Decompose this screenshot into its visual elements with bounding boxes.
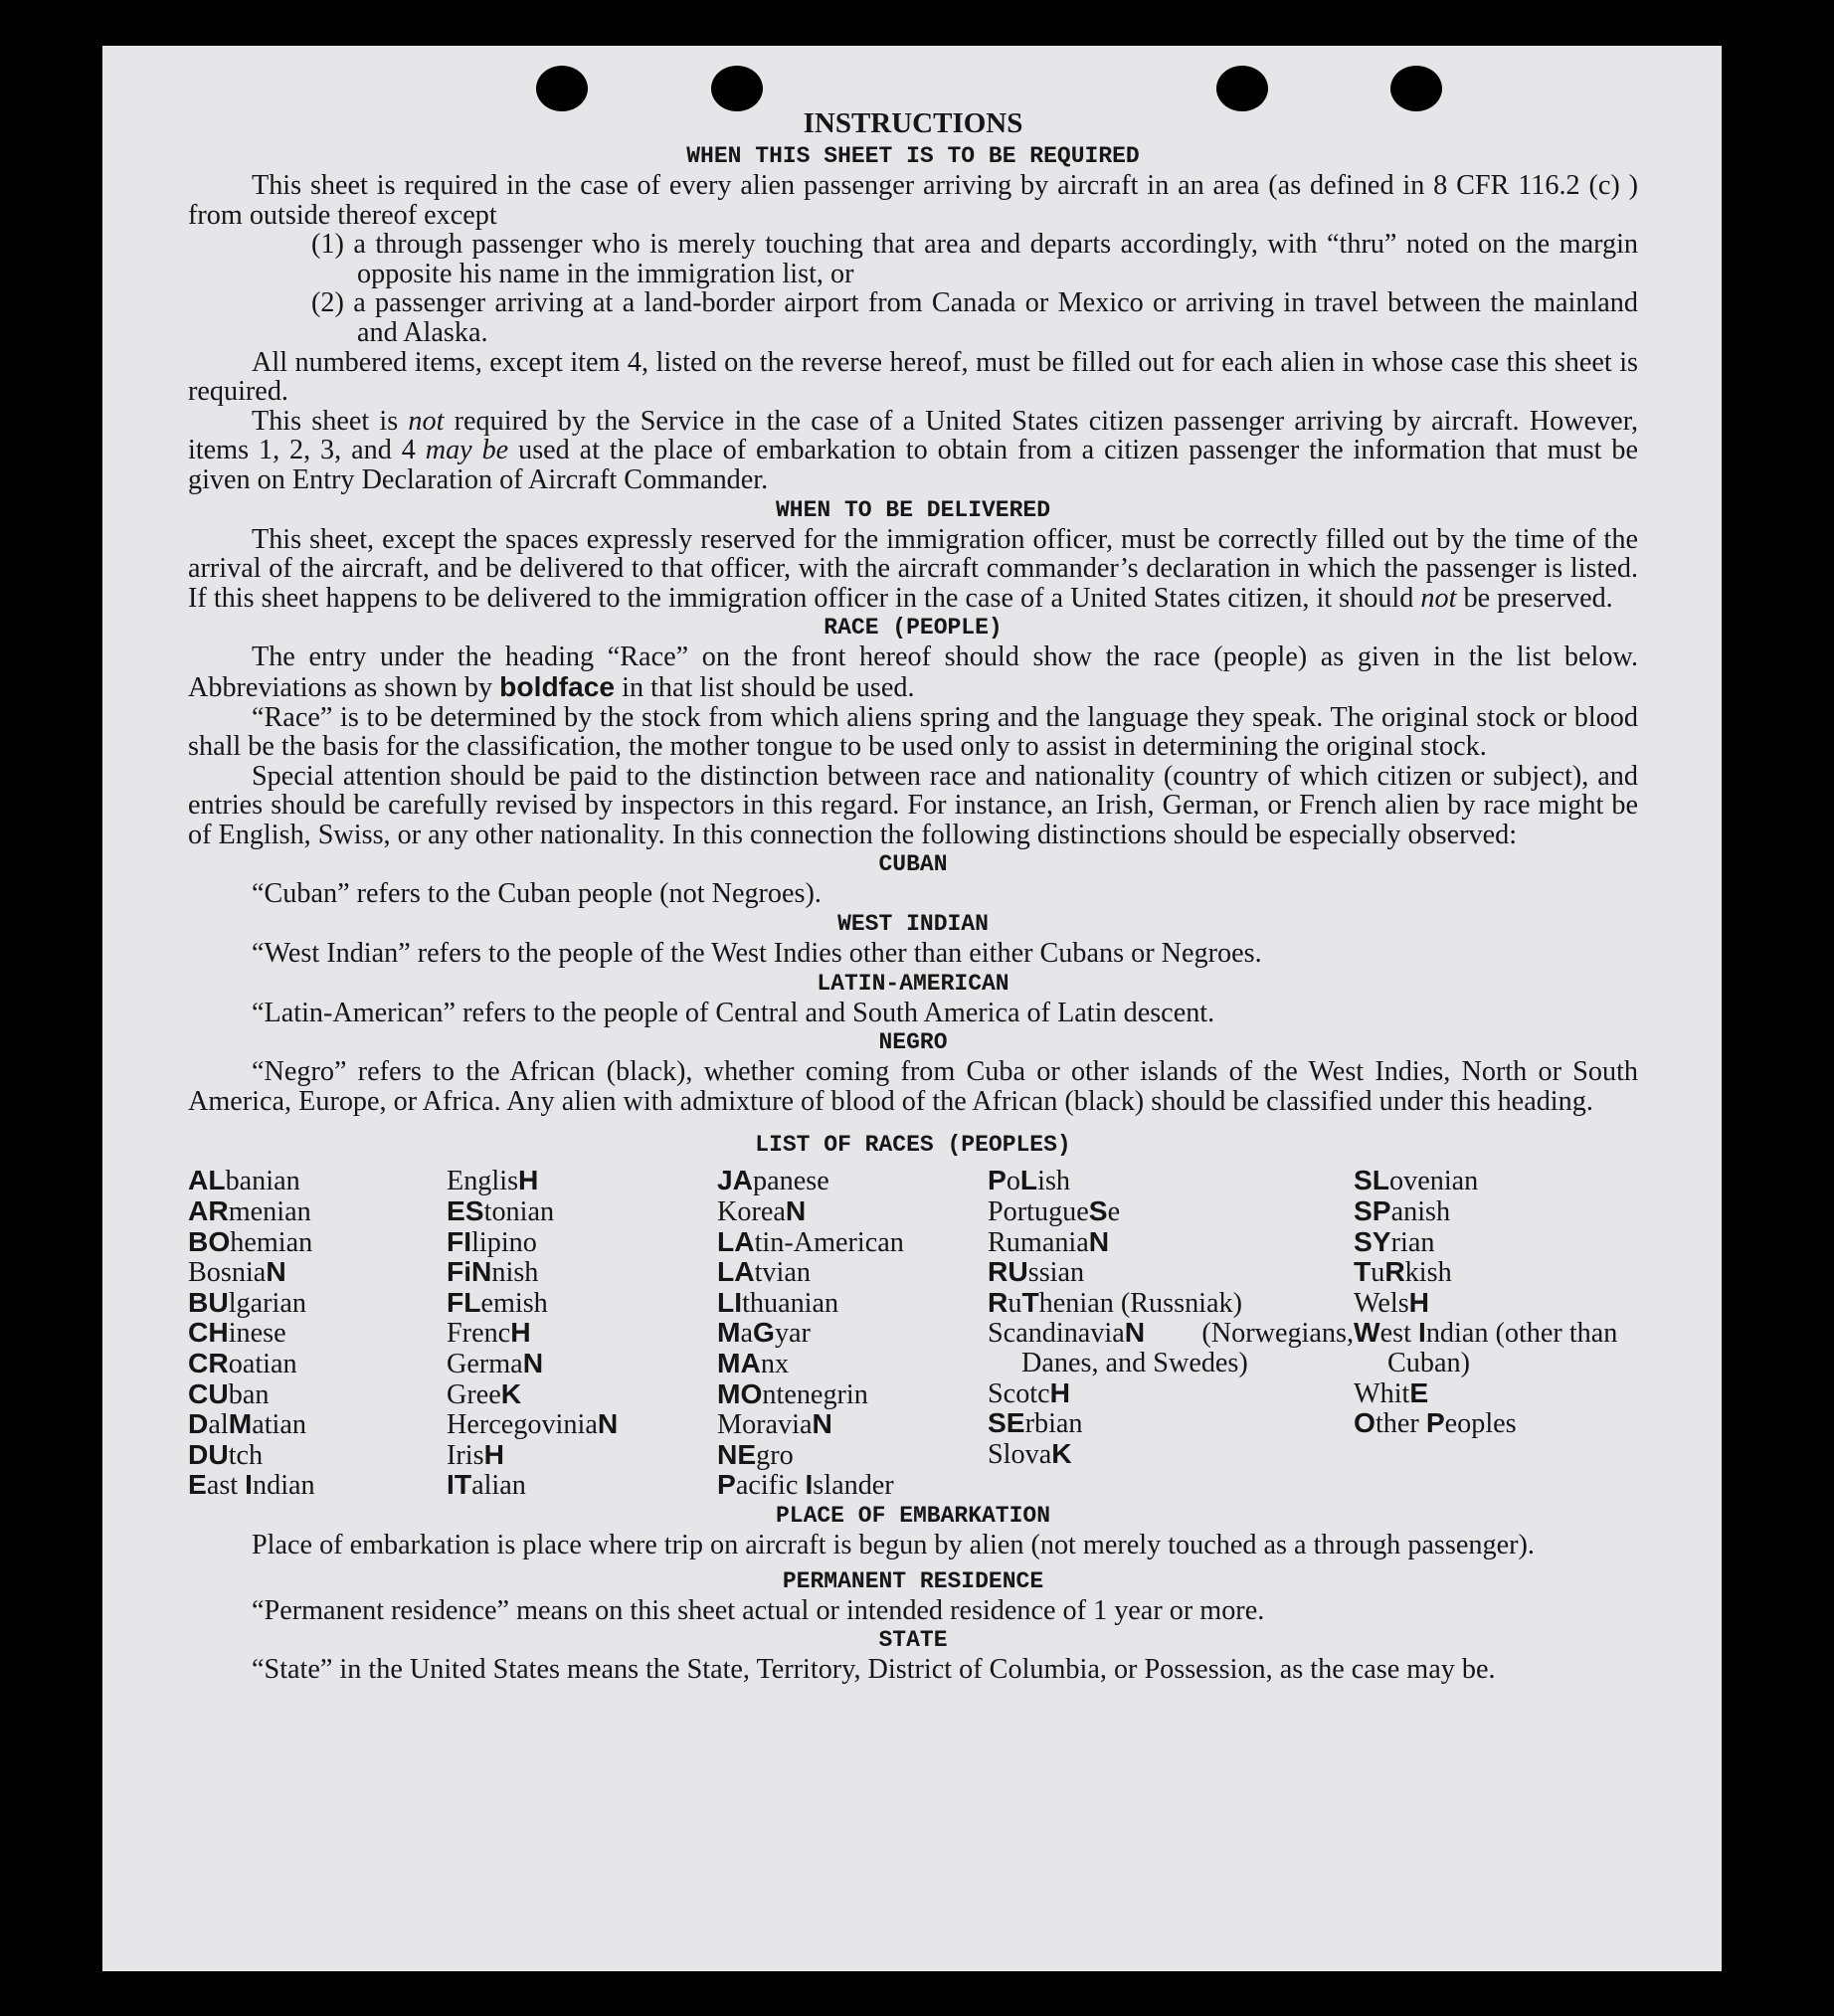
section-heading-required: WHEN THIS SHEET IS TO BE REQUIRED bbox=[686, 143, 1140, 169]
race-column bbox=[447, 1166, 717, 1501]
race-abbreviation: CR bbox=[188, 1347, 229, 1378]
race-text: oatian bbox=[228, 1349, 297, 1379]
race-abbreviation: SL bbox=[1354, 1164, 1390, 1196]
page-title: INSTRUCTIONS bbox=[803, 107, 1023, 139]
race-abbreviation: N bbox=[522, 1347, 544, 1378]
race-text: Scotc bbox=[988, 1377, 1050, 1409]
race-entry bbox=[447, 1318, 717, 1349]
race-text: Slova bbox=[988, 1438, 1052, 1470]
instruction-sheet bbox=[102, 46, 1722, 1971]
race-text: tin-American bbox=[754, 1226, 904, 1258]
race-text: Frenc bbox=[447, 1318, 511, 1350]
race-column bbox=[988, 1166, 1354, 1501]
race-text: rbian bbox=[1024, 1408, 1083, 1440]
race-entry bbox=[717, 1285, 988, 1319]
section-heading-race: RACE (PEOPLE) bbox=[824, 615, 1003, 641]
race-entry bbox=[188, 1166, 447, 1196]
race-column bbox=[717, 1166, 988, 1501]
section-heading-latin-american: LATIN-AMERICAN bbox=[817, 970, 1009, 997]
race-entry bbox=[188, 1285, 447, 1319]
race-abbreviation: N bbox=[812, 1407, 832, 1440]
race-entry bbox=[988, 1408, 1354, 1439]
race-column bbox=[188, 1166, 447, 1501]
race-entry bbox=[1354, 1166, 1638, 1196]
race-text: thuanian bbox=[742, 1287, 839, 1319]
race-abbreviation: FI bbox=[447, 1224, 472, 1257]
race-abbreviation: N bbox=[597, 1407, 619, 1440]
text-run: This sheet, except the spaces expressly reserved for the immigration officer, must be correctly filled out by the time of the arrival of the aircraft, and be delivered to that officer, with the aircraft commander’s declaration in which the passenger is listed. If this sheet happens to be delivered to the immigration officer in the case of a United States citizen, it should bbox=[188, 523, 1638, 614]
race-abbreviation: I bbox=[1417, 1316, 1426, 1349]
race-entry bbox=[1354, 1196, 1638, 1227]
race-text: menian bbox=[228, 1196, 311, 1228]
race-text: Whit bbox=[1354, 1377, 1410, 1409]
race-entry bbox=[447, 1349, 717, 1379]
paragraph: “Cuban” refers to the Cuban people (not Negroes). bbox=[252, 878, 822, 910]
race-abbreviation: BO bbox=[188, 1224, 231, 1257]
race-abbreviation: L bbox=[1019, 1164, 1038, 1196]
race-abbreviation: K bbox=[1051, 1436, 1072, 1469]
race-abbreviation: AR bbox=[188, 1194, 229, 1227]
race-text: kish bbox=[1404, 1257, 1452, 1289]
race-text: ther bbox=[1375, 1408, 1426, 1440]
race-list bbox=[188, 1166, 1638, 1501]
race-entry bbox=[447, 1470, 717, 1501]
text-run: used at the place of embarkation to obtain from a citizen passenger the information that must be given on Entry Declaration of Aircraft Commander. bbox=[188, 435, 1638, 495]
section-heading-negro: NEGRO bbox=[878, 1029, 948, 1056]
race-text: Hercegovinia bbox=[447, 1409, 598, 1441]
race-text: inese bbox=[228, 1318, 286, 1350]
section-heading-residence: PERMANENT RESIDENCE bbox=[782, 1567, 1044, 1594]
paragraph: Place of embarkation is place where trip on aircraft is begun by alien (not merely touched as a through passenger). bbox=[252, 1529, 1535, 1560]
race-text: eoples bbox=[1444, 1408, 1517, 1440]
race-text: yar bbox=[774, 1318, 811, 1350]
text-run: required by the Service in the case of a United States citizen passenger arriving by aircraft. However, items 1, 2, 3, and 4 bbox=[188, 405, 1638, 466]
race-abbreviation: P bbox=[988, 1164, 1007, 1196]
race-text: ast bbox=[206, 1470, 246, 1502]
race-entry bbox=[188, 1318, 447, 1349]
race-abbreviation: P bbox=[717, 1468, 736, 1501]
text-run: The entry under the heading “Race” on the front hereof should show the race (people) as given in the list below. Abbreviations as shown by bbox=[188, 641, 1638, 703]
race-entry bbox=[188, 1437, 447, 1471]
race-abbreviation: N bbox=[1088, 1224, 1110, 1257]
race-text: nish bbox=[491, 1257, 539, 1289]
race-text: ssian bbox=[1027, 1257, 1085, 1289]
race-abbreviation: N bbox=[1124, 1316, 1146, 1349]
race-abbreviation: E bbox=[188, 1468, 207, 1501]
race-entry bbox=[447, 1196, 717, 1227]
race-entry bbox=[447, 1224, 717, 1258]
race-abbreviation: S bbox=[1088, 1194, 1108, 1227]
section-heading-delivered: WHEN TO BE DELIVERED bbox=[775, 496, 1051, 523]
race-text: hemian bbox=[230, 1226, 313, 1258]
race-abbreviation: LA bbox=[717, 1255, 755, 1288]
race-abbreviation: M bbox=[717, 1316, 741, 1349]
paragraph bbox=[188, 642, 1638, 702]
race-text: Bosnia bbox=[188, 1257, 267, 1289]
race-text: o bbox=[1006, 1166, 1020, 1197]
race-entry bbox=[717, 1349, 988, 1379]
race-entry bbox=[447, 1257, 717, 1288]
race-entry bbox=[717, 1376, 988, 1410]
paragraph: This sheet is required in the case of every alien passenger arriving by aircraft in an area (as defined in 8 CFR 116.2 (c) ) from outside thereof except bbox=[188, 170, 1638, 231]
race-text: Englis bbox=[447, 1166, 519, 1197]
text-run: This sheet is bbox=[252, 405, 409, 437]
race-entry bbox=[188, 1349, 447, 1379]
race-abbreviation: G bbox=[753, 1316, 775, 1349]
race-text: Korea bbox=[717, 1196, 786, 1228]
boldface-word: boldface bbox=[499, 669, 616, 702]
race-abbreviation: R bbox=[988, 1285, 1009, 1318]
race-abbreviation: H bbox=[518, 1164, 539, 1196]
race-entry bbox=[447, 1166, 717, 1196]
italic-text: not bbox=[1420, 582, 1457, 614]
race-entry bbox=[1354, 1375, 1638, 1409]
race-abbreviation: D bbox=[188, 1407, 209, 1440]
race-entry bbox=[188, 1470, 447, 1501]
race-entry bbox=[717, 1166, 988, 1196]
race-text: Wels bbox=[1354, 1287, 1409, 1319]
race-abbreviation: H bbox=[483, 1437, 504, 1470]
race-abbreviation: RU bbox=[988, 1255, 1028, 1288]
paragraph: “State” in the United States means the State, Territory, District of Columbia, or Possession, as the case may be. bbox=[252, 1654, 1496, 1686]
race-text: a bbox=[740, 1318, 753, 1350]
race-entry bbox=[717, 1437, 988, 1471]
race-entry bbox=[188, 1376, 447, 1410]
exception-item: (1) a through passenger who is merely touching that area and departs accordingly, with “thru” noted on the margin opposite his name in the immigration list, or bbox=[311, 229, 1638, 289]
race-entry bbox=[1354, 1408, 1638, 1439]
race-text: Scandinavia bbox=[988, 1318, 1125, 1350]
race-abbreviation: O bbox=[1354, 1406, 1376, 1439]
race-text: u bbox=[1008, 1287, 1022, 1319]
race-entry bbox=[717, 1318, 988, 1349]
race-text: Gree bbox=[447, 1378, 501, 1410]
race-text: tonian bbox=[483, 1196, 555, 1228]
section-heading-west-indian: WEST INDIAN bbox=[837, 911, 989, 938]
race-abbreviation: H bbox=[1049, 1375, 1070, 1408]
race-abbreviation: AL bbox=[188, 1164, 226, 1196]
section-heading-embarkation: PLACE OF EMBARKATION bbox=[775, 1502, 1051, 1529]
race-text: nx bbox=[760, 1349, 790, 1379]
race-abbreviation: JA bbox=[717, 1164, 754, 1196]
race-entry bbox=[1354, 1257, 1638, 1288]
race-text: tch bbox=[228, 1439, 264, 1471]
race-entry bbox=[717, 1257, 988, 1288]
race-text: est bbox=[1379, 1318, 1418, 1350]
text-run: be preserved. bbox=[1456, 582, 1613, 614]
race-text: (Norwegians, Danes, and Swedes) bbox=[1021, 1318, 1354, 1378]
paragraph bbox=[188, 407, 1638, 495]
race-abbreviation: IT bbox=[447, 1468, 472, 1501]
race-entry bbox=[717, 1470, 988, 1501]
race-abbreviation: T bbox=[1021, 1285, 1039, 1318]
race-abbreviation: R bbox=[1384, 1255, 1405, 1288]
race-text: banian bbox=[225, 1166, 300, 1197]
race-abbreviation: MA bbox=[717, 1347, 761, 1378]
race-text: ish bbox=[1037, 1166, 1071, 1197]
race-abbreviation: P bbox=[1425, 1406, 1445, 1439]
race-text: atian bbox=[252, 1409, 306, 1441]
race-entry bbox=[447, 1409, 717, 1440]
race-abbreviation: LI bbox=[717, 1285, 743, 1318]
race-text: lipino bbox=[471, 1226, 537, 1258]
race-entry bbox=[1354, 1318, 1638, 1377]
section-heading-state: STATE bbox=[878, 1627, 948, 1654]
race-text: e bbox=[1107, 1196, 1121, 1228]
race-entry bbox=[988, 1257, 1354, 1288]
race-entry bbox=[188, 1224, 447, 1258]
exception-item: (2) a passenger arriving at a land-border airport from Canada or Mexico or arriving in travel between the mainland and Alaska. bbox=[311, 287, 1638, 348]
race-abbreviation: NE bbox=[717, 1437, 757, 1470]
race-text: Portugue bbox=[988, 1196, 1089, 1228]
race-text: acific bbox=[735, 1470, 806, 1502]
race-text: ndian (other than Cuban) bbox=[1387, 1318, 1618, 1378]
race-abbreviation: W bbox=[1354, 1316, 1380, 1349]
race-text: ntenegrin bbox=[762, 1378, 868, 1410]
race-text: Germa bbox=[447, 1349, 523, 1379]
race-entry bbox=[988, 1196, 1354, 1227]
race-text: gro bbox=[756, 1439, 794, 1471]
race-text: panese bbox=[753, 1166, 829, 1197]
race-column bbox=[1354, 1166, 1638, 1501]
paragraph: “Latin-American” refers to the people of Central and South America of Latin descent. bbox=[252, 997, 1215, 1028]
text-run: in that list should be used. bbox=[615, 671, 915, 703]
race-entry bbox=[988, 1285, 1354, 1319]
race-text: al bbox=[208, 1409, 229, 1441]
race-entry bbox=[717, 1409, 988, 1440]
race-entry bbox=[988, 1318, 1354, 1377]
paragraph: All numbered items, except item 4, listed on the reverse hereof, must be filled out for each alien in whose case this sheet is required. bbox=[188, 346, 1638, 408]
race-text: Rumania bbox=[988, 1226, 1089, 1258]
race-entry bbox=[988, 1375, 1354, 1409]
race-abbreviation: E bbox=[1409, 1375, 1429, 1408]
race-abbreviation: I bbox=[245, 1468, 254, 1501]
race-abbreviation: DU bbox=[188, 1437, 229, 1470]
race-text: anish bbox=[1390, 1196, 1451, 1228]
race-entry bbox=[1354, 1285, 1638, 1319]
race-entry bbox=[447, 1376, 717, 1410]
paragraph: “Permanent residence” means on this sheet actual or intended residence of 1 year or more. bbox=[252, 1594, 1265, 1626]
race-abbreviation: K bbox=[500, 1376, 522, 1409]
race-abbreviation: N bbox=[785, 1194, 807, 1227]
paragraph bbox=[188, 525, 1638, 614]
race-abbreviation: MO bbox=[717, 1376, 763, 1409]
race-entry bbox=[447, 1285, 717, 1319]
race-entry bbox=[988, 1436, 1354, 1470]
race-abbreviation: ES bbox=[447, 1194, 484, 1227]
paragraph: “West Indian” refers to the people of the West Indies other than either Cubans or Negroes. bbox=[252, 938, 1262, 970]
race-abbreviation: CH bbox=[188, 1316, 229, 1349]
race-text: henian (Russniak) bbox=[1038, 1287, 1242, 1319]
race-text: ban bbox=[228, 1378, 270, 1410]
race-text: Iris bbox=[447, 1439, 484, 1471]
race-abbreviation: H bbox=[510, 1316, 531, 1349]
race-text: tvian bbox=[754, 1257, 811, 1289]
race-entry bbox=[988, 1166, 1354, 1196]
race-entry bbox=[988, 1224, 1354, 1258]
race-abbreviation: LA bbox=[717, 1224, 755, 1257]
race-entry bbox=[188, 1257, 447, 1288]
race-text: ovenian bbox=[1389, 1166, 1479, 1197]
section-heading-cuban: CUBAN bbox=[878, 851, 948, 878]
race-abbreviation: SP bbox=[1354, 1194, 1391, 1227]
race-entry bbox=[1354, 1224, 1638, 1258]
race-text: emish bbox=[480, 1287, 548, 1319]
race-entry bbox=[188, 1409, 447, 1440]
document-body bbox=[188, 105, 1638, 1685]
race-text: alian bbox=[471, 1470, 526, 1502]
race-text: ndian bbox=[253, 1470, 315, 1502]
race-abbreviation: M bbox=[228, 1407, 253, 1440]
italic-text: may be bbox=[425, 435, 509, 466]
race-abbreviation: FL bbox=[447, 1285, 481, 1318]
race-abbreviation: SE bbox=[988, 1406, 1025, 1439]
section-heading-list-of-races: LIST OF RACES (PEOPLES) bbox=[755, 1132, 1071, 1159]
race-entry bbox=[717, 1224, 988, 1258]
race-text: rian bbox=[1390, 1226, 1435, 1258]
race-abbreviation: N bbox=[266, 1255, 286, 1288]
race-text: lgarian bbox=[228, 1287, 306, 1319]
race-abbreviation: FiN bbox=[447, 1255, 492, 1288]
race-abbreviation: CU bbox=[188, 1376, 229, 1409]
race-entry bbox=[447, 1437, 717, 1471]
race-text: u bbox=[1371, 1257, 1385, 1289]
paragraph: “Race” is to be determined by the stock from which aliens spring and the language they speak. The original stock or blood shall be the basis for the classification, the mother tongue to be used only to assist in determining the original stock. bbox=[188, 701, 1638, 763]
race-entry bbox=[717, 1196, 988, 1227]
race-text: slander bbox=[813, 1470, 894, 1502]
race-abbreviation: T bbox=[1354, 1255, 1372, 1288]
race-abbreviation: H bbox=[1408, 1285, 1430, 1318]
paragraph: Special attention should be paid to the distinction between race and nationality (country of which citizen or subject), and entries should be carefully revised by inspectors in this regard. For instance, an Irish, German, or French alien by race might be of English, Swiss, or any other nationality. In this connection the following distinctions should be especially observed: bbox=[188, 760, 1638, 850]
race-abbreviation: SY bbox=[1354, 1224, 1391, 1257]
race-entry bbox=[188, 1196, 447, 1227]
italic-text: not bbox=[408, 405, 445, 437]
race-abbreviation: BU bbox=[188, 1285, 229, 1318]
paragraph: “Negro” refers to the African (black), whether coming from Cuba or other islands of the West Indies, North or South America, Europe, or Africa. Any alien with admixture of blood of the African (black) should be classified under this heading. bbox=[188, 1056, 1638, 1117]
race-abbreviation: I bbox=[805, 1468, 814, 1501]
race-text: Moravia bbox=[717, 1409, 813, 1441]
